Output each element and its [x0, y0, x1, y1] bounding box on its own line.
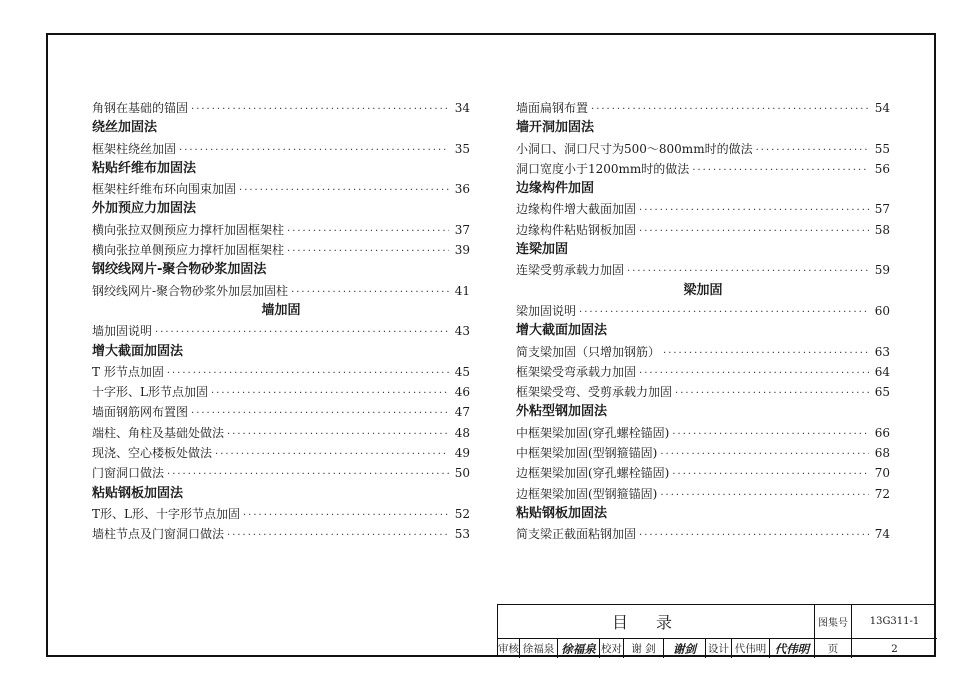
- toc-entry-page: 57: [874, 202, 890, 217]
- leader-dots: [663, 344, 869, 362]
- leader-dots: [692, 161, 869, 179]
- toc-section-heading: 绕丝加固法: [92, 120, 158, 136]
- leader-dots: [191, 100, 449, 118]
- toc-entry-title: 横向张拉单侧预应力撑杆加固框架柱: [92, 243, 285, 258]
- toc-entry: [92, 139, 470, 159]
- toc-entry-page: 60: [874, 303, 890, 318]
- toc-entry-title: 墙面扁钢布置: [516, 101, 589, 115]
- leader-dots: [672, 425, 869, 443]
- toc-entry: [516, 139, 890, 159]
- toc-entry: [516, 524, 890, 544]
- toc-chapter-heading: 墙加固: [261, 302, 301, 318]
- leader-dots: [639, 201, 869, 219]
- toc-entry-page: 50: [454, 466, 470, 481]
- toc-entry-page: 47: [454, 405, 470, 420]
- toc-entry-page: 65: [874, 385, 890, 400]
- leader-dots: [239, 181, 449, 199]
- toc-entry-page: 35: [454, 141, 470, 156]
- toc-entry-title: 连梁受剪承载力加固: [516, 263, 625, 278]
- page-number: 2: [891, 642, 898, 655]
- toc-entry: [516, 301, 890, 321]
- toc-entry: [516, 220, 890, 240]
- reviewer-label: 审核: [498, 639, 520, 658]
- toc-entry-title: T形、L形、十字形节点加固: [92, 506, 240, 521]
- toc-section-heading: 外加预应力加固法: [92, 201, 197, 217]
- toc-entry-page: 52: [454, 506, 470, 521]
- toc-entry: [92, 220, 470, 240]
- leader-dots: [287, 222, 449, 240]
- toc-entry-title: 边缘构件粘贴钢板加固: [516, 222, 637, 237]
- leader-dots: [672, 465, 869, 483]
- toc-section-heading: 粘贴钢板加固法: [92, 485, 184, 501]
- atlas-number-label: 图集号: [815, 605, 852, 639]
- toc-entry: [516, 463, 890, 483]
- toc-section-heading: 增大截面加固法: [516, 323, 608, 339]
- toc-entry-title: 中框架梁加固(穿孔螺栓锚固): [516, 425, 670, 440]
- toc-entry: [516, 443, 890, 463]
- leader-dots: [243, 506, 449, 524]
- designer-name: 代伟明: [732, 639, 770, 658]
- leader-dots: [227, 425, 449, 443]
- toc-chapter-heading: 梁加固: [683, 282, 723, 298]
- toc-entry: [92, 240, 470, 260]
- leader-dots: [287, 242, 449, 260]
- toc-entry-title: 墙面钢筋网布置图: [92, 405, 189, 420]
- toc-entry: [516, 260, 890, 280]
- checker-signature: 谢剑: [664, 639, 706, 658]
- toc-entry: [516, 159, 890, 179]
- toc-entry: [92, 382, 470, 402]
- toc-section-heading: 粘贴纤维布加固法: [92, 160, 197, 176]
- toc-entry-title: 小洞口、洞口尺寸为500～800mm时的做法: [516, 141, 753, 156]
- toc-entry-page: 49: [454, 446, 470, 461]
- toc-entry-title: 边缘构件增大截面加固: [516, 202, 637, 217]
- toc-entry-title: 现浇、空心楼板处做法: [92, 446, 213, 461]
- toc-entry: [92, 98, 470, 118]
- toc-entry-title: 横向张拉双侧预应力撑杆加固框架柱: [92, 222, 285, 237]
- title-block: [497, 604, 936, 657]
- toc-entry: [92, 281, 470, 301]
- toc-entry-page: 54: [874, 101, 890, 115]
- toc-entry: [516, 362, 890, 382]
- toc-entry-page: 37: [454, 222, 470, 237]
- toc-entry: [516, 98, 890, 118]
- toc-entry-title: 角钢在基础的锚固: [92, 101, 189, 115]
- toc-entry-page: 34: [454, 101, 470, 115]
- toc-entry-page: 59: [874, 263, 890, 278]
- leader-dots: [675, 384, 869, 402]
- toc-entry-title: 中框架梁加固(型钢箍锚固): [516, 446, 658, 461]
- leader-dots: [291, 283, 449, 301]
- toc-section-heading: 增大截面加固法: [92, 343, 184, 359]
- page-label: 页: [815, 639, 852, 658]
- toc-entry-page: 36: [454, 182, 470, 197]
- toc-entry-page: 39: [454, 243, 470, 258]
- designer-signature: 代伟明: [770, 639, 815, 658]
- toc-right-column: [516, 98, 890, 545]
- leader-dots: [627, 262, 869, 280]
- leader-dots: [756, 141, 869, 159]
- toc-entry: [92, 463, 470, 483]
- leader-dots: [227, 526, 449, 544]
- toc-entry: [92, 504, 470, 524]
- leader-dots: [639, 364, 869, 382]
- leader-dots: [591, 100, 869, 118]
- toc-section-heading: 粘贴钢板加固法: [516, 505, 608, 521]
- toc-entry-title: 框架梁受弯承载力加固: [516, 364, 637, 379]
- toc-entry-title: 端柱、角柱及基础处做法: [92, 425, 225, 440]
- toc-entry: [92, 321, 470, 341]
- toc-entry-page: 74: [874, 527, 890, 542]
- toc-entry: [92, 423, 470, 443]
- leader-dots: [639, 526, 869, 544]
- reviewer-name: 徐福泉: [520, 639, 558, 658]
- toc-entry-title: 钢绞线网片-聚合物砂浆外加层加固柱: [92, 283, 289, 298]
- toc-entry-title: 简支梁正截面粘钢加固: [516, 527, 637, 542]
- atlas-number: 13G311-1: [852, 605, 937, 639]
- toc-section-heading: 墙开洞加固法: [516, 120, 595, 136]
- toc-entry-page: 58: [874, 222, 890, 237]
- toc-entry: [516, 484, 890, 504]
- toc-entry: [92, 179, 470, 199]
- toc-entry: [92, 443, 470, 463]
- toc-entry-page: 43: [454, 324, 470, 339]
- toc-entry-page: 55: [874, 141, 890, 156]
- leader-dots: [155, 323, 449, 341]
- toc-entry-title: 框架梁受弯、受剪承载力加固: [516, 385, 673, 400]
- leader-dots: [579, 303, 869, 321]
- toc-entry-title: 框架柱绕丝加固: [92, 141, 177, 156]
- toc-entry-page: 72: [874, 486, 890, 501]
- toc-entry-title: T 形节点加固: [92, 364, 164, 379]
- toc-entry-title: 简支梁加固（只增加钢筋）: [516, 344, 661, 359]
- designer-label: 设计: [706, 639, 732, 658]
- toc-entry: [92, 402, 470, 422]
- toc-entry: [516, 199, 890, 219]
- leader-dots: [167, 465, 449, 483]
- toc-entry-title: 洞口宽度小于1200mm时的做法: [516, 161, 690, 176]
- toc-entry-page: 53: [454, 527, 470, 542]
- toc-entry-title: 梁加固说明: [516, 303, 577, 318]
- toc-entry-title: 十字形、L形节点加固: [92, 385, 208, 400]
- toc-entry-page: 64: [874, 364, 890, 379]
- leader-dots: [215, 445, 449, 463]
- toc-entry: [516, 342, 890, 362]
- toc-section-heading: 外粘型钢加固法: [516, 404, 608, 420]
- toc-entry-page: 41: [454, 283, 470, 298]
- leader-dots: [660, 486, 869, 504]
- toc-entry-title: 边框架梁加固(穿孔螺栓锚固): [516, 466, 670, 481]
- toc-entry-title: 墙加固说明: [92, 324, 153, 339]
- toc-section-heading: 钢绞线网片-聚合物砂浆加固法: [92, 262, 267, 278]
- leader-dots: [167, 364, 449, 382]
- leader-dots: [179, 141, 449, 159]
- toc-entry-title: 门窗洞口做法: [92, 466, 165, 481]
- toc-entry-title: 边框架梁加固(型钢箍锚固): [516, 486, 658, 501]
- checker-name: 谢 剑: [624, 639, 664, 658]
- toc-section-heading: 连梁加固: [516, 242, 569, 258]
- toc-entry: [516, 382, 890, 402]
- toc-entry-page: 56: [874, 161, 890, 176]
- toc-entry-page: 66: [874, 425, 890, 440]
- toc-entry: [92, 524, 470, 544]
- toc-entry-page: 48: [454, 425, 470, 440]
- leader-dots: [639, 222, 869, 240]
- toc-entry-page: 63: [874, 344, 890, 359]
- leader-dots: [191, 404, 449, 422]
- toc-section-heading: 边缘构件加固: [516, 181, 595, 197]
- toc-entry-page: 70: [874, 466, 890, 481]
- leader-dots: [211, 384, 449, 402]
- reviewer-signature: 徐福泉: [558, 639, 600, 658]
- drawing-title: 目录: [498, 605, 815, 639]
- toc-entry-page: 45: [454, 364, 470, 379]
- toc-entry-page: 46: [454, 385, 470, 400]
- toc-entry: [516, 423, 890, 443]
- toc-entry-title: 框架柱纤维布环向围束加固: [92, 182, 237, 197]
- leader-dots: [660, 445, 869, 463]
- toc-entry: [92, 362, 470, 382]
- toc-entry-title: 墙柱节点及门窗洞口做法: [92, 527, 225, 542]
- checker-label: 校对: [600, 639, 624, 658]
- toc-entry-page: 68: [874, 446, 890, 461]
- toc-left-column: [92, 98, 470, 545]
